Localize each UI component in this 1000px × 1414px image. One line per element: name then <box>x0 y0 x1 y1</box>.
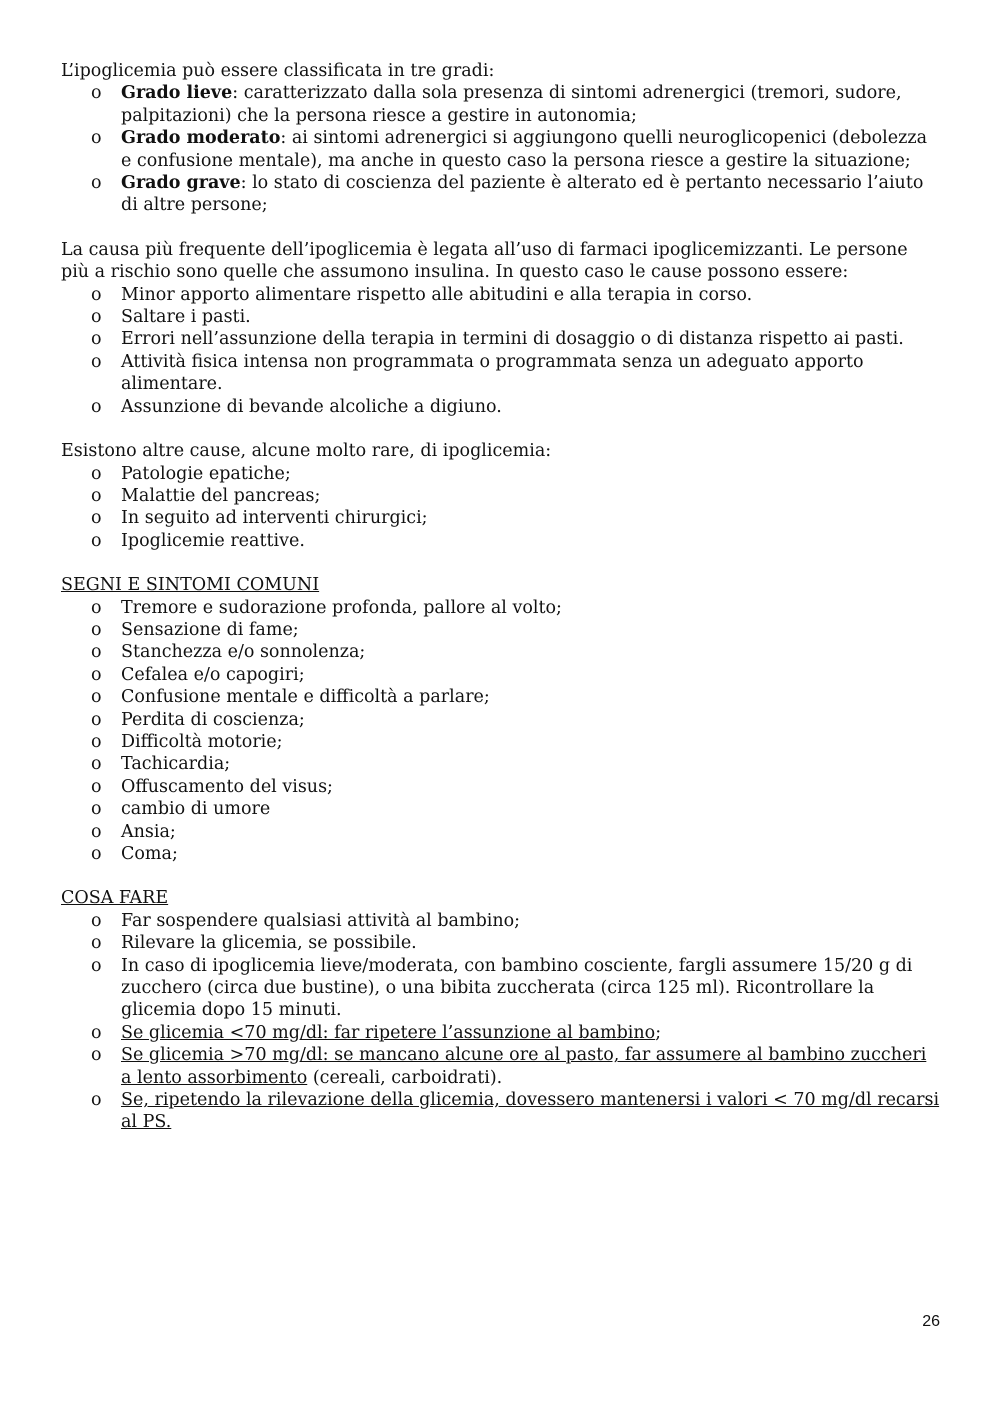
list-item <box>61 910 941 932</box>
list-item-text: Stanchezza e/o sonnolenza; <box>121 642 366 663</box>
causes-list <box>61 284 941 418</box>
bullet-marker: o <box>91 173 102 194</box>
grade-description: : ai sintomi adrenergici si aggiungono quelli neuroglicopenici (debolezza e confusione mentale), ma anche in questo caso la persona riesce a gestire la situazione; <box>121 128 928 171</box>
list-item <box>61 664 941 686</box>
bullet-marker: o <box>91 351 102 372</box>
list-item-text: Minor apporto alimentare rispetto alle abitudini e alla terapia in corso. <box>121 284 753 305</box>
bullet-marker: o <box>91 709 102 730</box>
list-item-text: Coma; <box>121 844 178 864</box>
grade-term: Grado lieve <box>121 83 233 104</box>
list-item <box>61 686 941 708</box>
list-item <box>61 127 941 172</box>
list-item-text: Far sospendere qualsiasi attività al bambino; <box>121 910 521 931</box>
list-item-text: Perdita di coscienza; <box>121 709 305 730</box>
bullet-marker: o <box>91 642 102 663</box>
list-item <box>61 753 941 775</box>
list-item <box>61 82 941 127</box>
list-item-text: In seguito ad interventi chirurgici; <box>121 508 428 529</box>
list-item <box>61 306 941 328</box>
list-item-tail: ; <box>655 1022 662 1043</box>
list-item <box>61 328 941 350</box>
bullet-marker: o <box>91 463 102 484</box>
grade-description: : caratterizzato dalla sola presenza di sintomi adrenergici (tremori, sudore, palpitazioni) che la persona riesce a gestire in autonomia; <box>121 83 902 126</box>
list-item <box>61 843 941 865</box>
bullet-marker: o <box>91 485 102 506</box>
list-item-text: Tachicardia; <box>121 754 231 775</box>
list-item <box>61 955 941 1022</box>
other-causes-list <box>61 463 941 553</box>
bullet-marker: o <box>91 396 102 417</box>
underlined-instruction: Se glicemia <70 mg/dl: far ripetere l’assunzione al bambino <box>121 1022 656 1043</box>
list-item-text: Rilevare la glicemia, se possibile. <box>121 933 417 954</box>
grades-list <box>61 82 941 216</box>
list-item <box>61 1044 941 1089</box>
bullet-marker: o <box>91 619 102 640</box>
list-item-text: Ansia; <box>121 821 176 842</box>
bullet-marker: o <box>91 83 102 104</box>
list-item <box>61 776 941 798</box>
bullet-marker: o <box>91 664 102 685</box>
list-item <box>61 731 941 753</box>
grade-term: Grado grave <box>121 173 241 194</box>
list-item-text: Saltare i pasti. <box>121 307 251 328</box>
bullet-marker: o <box>91 597 102 618</box>
other-causes-paragraph: Esistono altre cause, alcune molto rare, di ipoglicemia: <box>61 441 552 462</box>
list-item-text: Patologie epatiche; <box>121 463 291 484</box>
list-item-text: Confusione mentale e difficoltà a parlare; <box>121 687 490 708</box>
list-item <box>61 530 941 552</box>
list-item-text: Attività fisica intensa non programmata o programmata senza un adeguato apporto alimentare. <box>121 351 864 395</box>
bullet-marker: o <box>91 128 102 149</box>
bullet-marker: o <box>91 1022 102 1043</box>
list-item <box>61 396 941 418</box>
bullet-marker: o <box>91 955 102 976</box>
list-item <box>61 932 941 954</box>
list-item-text: In caso di ipoglicemia lieve/moderata, con bambino cosciente, fargli assumere 15/20 g di zucchero (circa due bustine), o una bibita zuccherata (circa 125 ml). Ricontrollare la glicemia dopo 15 minuti. <box>121 955 913 1021</box>
bullet-marker: o <box>91 776 102 797</box>
bullet-marker: o <box>91 754 102 775</box>
list-item-text: Difficoltà motorie; <box>121 731 283 752</box>
bullet-marker: o <box>91 821 102 842</box>
bullet-marker: o <box>91 844 102 864</box>
bullet-marker: o <box>91 933 102 954</box>
grade-term: Grado moderato <box>121 128 281 149</box>
underlined-instruction: Se glicemia >70 mg/dl: se mancano alcune ore al pasto, far assumere al bambino zuccheri a lento assorbimento <box>121 1045 927 1088</box>
list-item-text: Cefalea e/o capogiri; <box>121 664 305 685</box>
list-item <box>61 709 941 731</box>
list-item-text: Ipoglicemie reattive. <box>121 530 305 551</box>
actions-list <box>61 910 941 1134</box>
bullet-marker: o <box>91 731 102 752</box>
list-item <box>61 1022 941 1044</box>
bullet-marker: o <box>91 284 102 305</box>
bullet-marker: o <box>91 687 102 708</box>
list-item <box>61 172 941 217</box>
grade-description: : lo stato di coscienza del paziente è alterato ed è pertanto necessario l’aiuto di altre persone; <box>121 173 924 216</box>
bullet-marker: o <box>91 910 102 931</box>
list-item <box>61 1089 941 1134</box>
bullet-marker: o <box>91 508 102 529</box>
list-item-text: Assunzione di bevande alcoliche a digiuno. <box>121 396 502 417</box>
list-item <box>61 351 941 396</box>
list-item-text: Sensazione di fame; <box>121 619 299 640</box>
page-number: 26 <box>922 1313 940 1330</box>
list-item <box>61 798 941 820</box>
list-item <box>61 463 941 485</box>
bullet-marker: o <box>91 799 102 820</box>
underlined-instruction: Se, ripetendo la rilevazione della glicemia, dovessero mantenersi i valori < 70 mg/dl recarsi al PS. <box>121 1090 940 1133</box>
symptoms-heading: SEGNI E SINTOMI COMUNI <box>61 575 320 596</box>
list-item <box>61 284 941 306</box>
list-item-text: Malattie del pancreas; <box>121 485 321 506</box>
bullet-marker: o <box>91 1045 102 1066</box>
causes-paragraph: La causa più frequente dell’ipoglicemia è legata all’uso di farmaci ipoglicemizzanti. Le persone più a rischio sono quelle che assumono insulina. In questo caso le cause possono essere: <box>61 239 908 283</box>
intro-paragraph: L’ipoglicemia può essere classificata in tre gradi: <box>61 61 495 81</box>
actions-heading: COSA FARE <box>61 888 169 909</box>
bullet-marker: o <box>91 307 102 328</box>
list-item <box>61 619 941 641</box>
list-item-text: cambio di umore <box>121 799 271 820</box>
list-item <box>61 507 941 529</box>
list-item-text: Offuscamento del visus; <box>121 776 333 797</box>
list-item-text: Tremore e sudorazione profonda, pallore al volto; <box>121 597 562 618</box>
list-item-tail: (cereali, carboidrati). <box>307 1067 503 1088</box>
list-item-text: Errori nell’assunzione della terapia in termini di dosaggio o di distanza rispetto ai pasti. <box>121 329 904 350</box>
list-item <box>61 641 941 663</box>
symptoms-list <box>61 597 941 866</box>
list-item <box>61 597 941 619</box>
page-content <box>61 60 941 1134</box>
list-item <box>61 821 941 843</box>
list-item <box>61 485 941 507</box>
bullet-marker: o <box>91 530 102 551</box>
bullet-marker: o <box>91 329 102 350</box>
bullet-marker: o <box>91 1090 102 1111</box>
